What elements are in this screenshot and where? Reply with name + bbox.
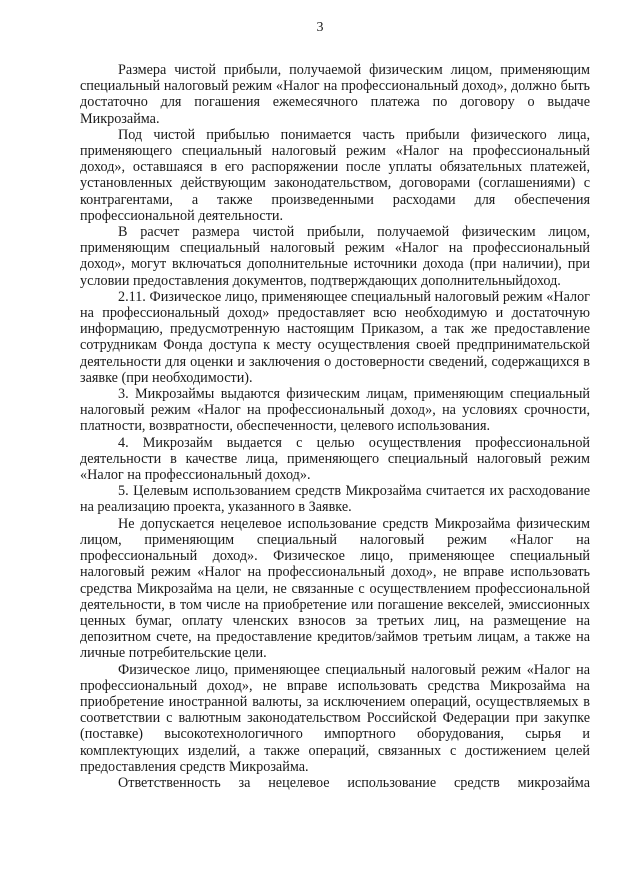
- paragraph-foreign-currency: Физическое лицо, применяющее специальный налоговый режим «Налог на профессиональный доход», не вправе использовать средства Микрозайма на приобретение иностранной валюты, за исключением операций, осуществляемых в соответствии с валютным законодательством Российской Федерации при закупке (поставке) высокотехнологичного импортного оборудования, сырья и комплектующих изделий, а также операций, связанных с достижением целей предоставления средств Микрозайма.: [80, 661, 590, 775]
- paragraph-responsibility: Ответственность за нецелевое использование средств микрозайма: [118, 774, 590, 791]
- page-number: 3: [316, 20, 324, 35]
- paragraph-net-profit-definition: Под чистой прибылью понимается часть прибыли физического лица, применяющего специальный налоговый режим «Налог на профессиональный доход», оставшаяся в его распоряжении после уплаты обязательных платежей, установленных действующим законодательством, договорами (соглашениями) с контрагентами, а также произведенными расходами для обеспечения профессиональной деятельности.: [80, 126, 590, 224]
- paragraph-misuse-prohibited: Не допускается нецелевое использование средств Микрозайма физическим лицом, применяющим специальный налоговый режим «Налог на профессиональный доход». Физическое лицо, применяющее специальный налоговый режим «Налог на профессиональный доход», не вправе использовать средства Микрозайма на цели, не связанные с осуществлением профессиональной деятельности, в том числе на приобретение или погашение векселей, эмиссионных ценных бумаг, оплату членских взносов за третьих лиц, на размещение на депозитном счете, на предоставление кредитов/займов третьим лицам, а также на личные потребительские цели.: [80, 515, 590, 662]
- document-body: [80, 62, 590, 791]
- paragraph-additional-income: В расчет размера чистой прибыли, получаемой физическим лицом, применяющим специальный налоговый режим «Налог на профессиональный доход», могут включаться дополнительные источники дохода (при наличии), при условии предоставления документов, подтверждающих дополнительныйдоход.: [80, 224, 590, 289]
- paragraph-net-profit-sufficiency: Размера чистой прибыли, получаемой физическим лицом, применяющим специальный налоговый режим «Налог на профессиональный доход», должно быть достаточно для погашения ежемесячного платежа по договору о выдаче Микрозайма.: [80, 62, 590, 127]
- paragraph-clause-2-11: 2.11. Физическое лицо, применяющее специальный налоговый режим «Налог на профессиональный доход» предоставляет всю необходимую и достаточную информацию, предусмотренную настоящим Приказом, а так же предоставление сотрудникам Фонда доступа к месту осуществления своей предпринимательской деятельности для оценки и заключения о достоверности сведений, содержащихся в заявке (при необходимости).: [80, 288, 590, 386]
- paragraph-clause-4: 4. Микрозайм выдается с целью осуществления профессиональной деятельности в качестве лица, применяющего специальный налоговый режим «Налог на профессиональный доход».: [80, 434, 590, 484]
- paragraph-clause-5: 5. Целевым использованием средств Микрозайма считается их расходование на реализацию проекта, указанного в Заявке.: [80, 483, 590, 516]
- paragraph-clause-3: 3. Микрозаймы выдаются физическим лицам, применяющим специальный налоговый режим «Налог на профессиональный доход», на условиях срочности, платности, возвратности, обеспеченности, целевого использования.: [80, 386, 590, 435]
